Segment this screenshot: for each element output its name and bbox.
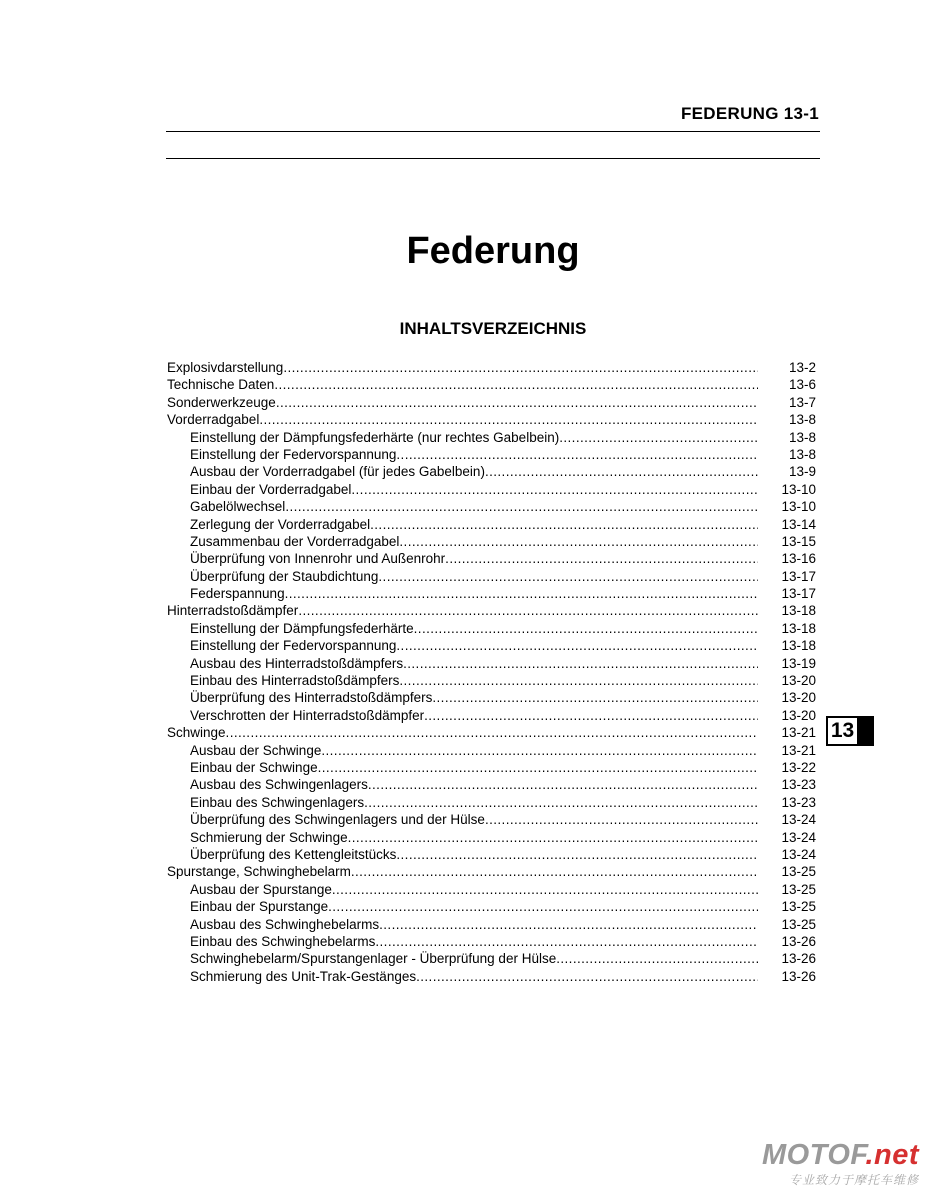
toc-entry-label: Überprüfung des Hinterradstoßdämpfers xyxy=(190,690,433,706)
toc-entry-label: Ausbau des Schwinghebelarms xyxy=(190,916,380,932)
toc-dot-leader xyxy=(379,916,758,933)
toc-dot-leader xyxy=(368,776,758,793)
toc-entry-page: 13-25 xyxy=(781,864,816,880)
watermark-subtitle: 专业致力于摩托车维修 xyxy=(788,1173,919,1187)
watermark-logo-accent: .net xyxy=(865,1139,919,1171)
toc-entry-label: Ausbau der Spurstange xyxy=(190,881,332,897)
toc-entry-page: 13-19 xyxy=(781,655,816,671)
toc-entry[interactable] xyxy=(167,689,816,706)
toc-entry[interactable] xyxy=(167,776,816,793)
toc-entry[interactable] xyxy=(167,933,816,950)
toc-entry-label: Einbau der Schwinge xyxy=(190,759,318,775)
toc-entry-label: Ausbau der Vorderradgabel (für jedes Gabelbein) xyxy=(190,464,485,480)
toc-entry-label: Überprüfung des Kettengleitstücks xyxy=(190,846,397,862)
toc-dot-leader xyxy=(416,968,758,985)
toc-entry[interactable] xyxy=(167,724,816,741)
toc-entry-page: 13-20 xyxy=(781,690,816,706)
toc-entry-page: 13-26 xyxy=(781,968,816,984)
toc-dot-leader xyxy=(424,707,758,724)
toc-dot-leader xyxy=(226,724,758,741)
toc-entry[interactable] xyxy=(167,602,816,619)
toc-dot-leader xyxy=(328,898,758,915)
toc-entry[interactable] xyxy=(167,846,816,863)
chapter-tab-number: 13 xyxy=(828,718,857,744)
toc-dot-leader xyxy=(318,759,758,776)
toc-entry-label: Vorderradgabel xyxy=(167,412,260,428)
toc-entry-label: Gabelölwechsel xyxy=(190,499,286,515)
toc-entry[interactable] xyxy=(167,498,816,515)
toc-entry-page: 13-7 xyxy=(788,394,816,410)
toc-entry-page: 13-24 xyxy=(781,829,816,845)
toc-entry-label: Einstellung der Federvorspannung xyxy=(190,446,397,462)
toc-entry-label: Einbau des Hinterradstoßdämpfers xyxy=(190,673,400,689)
toc-entry-page: 13-14 xyxy=(781,516,816,532)
toc-entry[interactable] xyxy=(167,429,816,446)
toc-entry-page: 13-8 xyxy=(788,412,816,428)
toc-entry[interactable] xyxy=(167,568,816,585)
toc-entry[interactable] xyxy=(167,446,816,463)
toc-dot-leader xyxy=(259,411,758,428)
toc-entry-page: 13-17 xyxy=(781,568,816,584)
toc-dot-leader xyxy=(485,463,758,480)
toc-entry[interactable] xyxy=(167,620,816,637)
toc-entry[interactable] xyxy=(167,376,816,393)
toc-entry[interactable] xyxy=(167,359,816,376)
toc-entry-page: 13-9 xyxy=(788,464,816,480)
header-rule-bottom xyxy=(166,158,820,159)
toc-entry-page: 13-8 xyxy=(788,429,816,445)
table-of-contents xyxy=(167,359,816,985)
toc-entry-page: 13-26 xyxy=(781,951,816,967)
toc-dot-leader xyxy=(285,585,758,602)
toc-entry[interactable] xyxy=(167,481,816,498)
toc-dot-leader xyxy=(348,829,758,846)
toc-dot-leader xyxy=(370,516,758,533)
toc-entry[interactable] xyxy=(167,394,816,411)
toc-entry[interactable] xyxy=(167,916,816,933)
toc-dot-leader xyxy=(351,863,758,880)
toc-entry-label: Ausbau des Schwingenlagers xyxy=(190,777,368,793)
toc-entry[interactable] xyxy=(167,950,816,967)
toc-entry-label: Einstellung der Dämpfungsfederhärte xyxy=(190,620,414,636)
toc-dot-leader xyxy=(274,376,758,393)
toc-entry-page: 13-24 xyxy=(781,812,816,828)
toc-entry-page: 13-8 xyxy=(788,446,816,462)
toc-entry-page: 13-10 xyxy=(781,481,816,497)
toc-entry[interactable] xyxy=(167,968,816,985)
toc-dot-leader xyxy=(485,811,758,828)
toc-dot-leader xyxy=(432,689,758,706)
toc-entry[interactable] xyxy=(167,585,816,602)
toc-entry[interactable] xyxy=(167,516,816,533)
toc-entry[interactable] xyxy=(167,637,816,654)
toc-entry-label: Hinterradstoßdämpfer xyxy=(167,603,299,619)
toc-dot-leader xyxy=(332,881,758,898)
toc-entry-label: Schwinge xyxy=(167,725,226,741)
toc-entry-page: 13-18 xyxy=(781,620,816,636)
toc-entry-label: Schmierung des Unit-Trak-Gestänges xyxy=(190,968,417,984)
toc-entry[interactable] xyxy=(167,881,816,898)
toc-dot-leader xyxy=(396,446,758,463)
toc-entry[interactable] xyxy=(167,829,816,846)
toc-entry-label: Zerlegung der Vorderradgabel xyxy=(190,516,371,532)
toc-entry-label: Überprüfung von Innenrohr und Außenrohr xyxy=(190,551,446,567)
toc-entry-label: Schwinghebelarm/Spurstangenlager - Überprüfung der Hülse xyxy=(190,951,557,967)
toc-dot-leader xyxy=(276,394,758,411)
toc-entry-label: Einbau der Spurstange xyxy=(190,899,329,915)
chapter-tab xyxy=(826,716,874,746)
toc-entry[interactable] xyxy=(167,463,816,480)
toc-dot-leader xyxy=(396,637,758,654)
toc-entry-label: Verschrotten der Hinterradstoßdämpfer xyxy=(190,707,425,723)
toc-entry-page: 13-22 xyxy=(781,759,816,775)
toc-entry-page: 13-21 xyxy=(781,725,816,741)
toc-entry-page: 13-15 xyxy=(781,533,816,549)
toc-entry-label: Einstellung der Federvorspannung xyxy=(190,638,397,654)
toc-entry-label: Einbau des Schwinghebelarms xyxy=(190,933,376,949)
toc-dot-leader xyxy=(403,655,758,672)
toc-entry-page: 13-26 xyxy=(781,933,816,949)
toc-dot-leader xyxy=(556,950,758,967)
toc-entry[interactable] xyxy=(167,759,816,776)
toc-entry-label: Technische Daten xyxy=(167,377,275,393)
toc-entry-page: 13-24 xyxy=(781,846,816,862)
header-rule-top xyxy=(166,131,820,132)
toc-entry-label: Überprüfung der Staubdichtung xyxy=(190,568,379,584)
toc-entry-label: Einstellung der Dämpfungsfederhärte (nur rechtes Gabelbein) xyxy=(190,429,560,445)
toc-dot-leader xyxy=(378,568,758,585)
toc-entry-page: 13-25 xyxy=(781,881,816,897)
toc-entry-label: Spurstange, Schwinghebelarm xyxy=(167,864,351,880)
toc-entry[interactable] xyxy=(167,672,816,689)
toc-dot-leader xyxy=(399,533,758,550)
toc-dot-leader xyxy=(375,933,758,950)
toc-dot-leader xyxy=(321,742,758,759)
toc-entry-label: Sonderwerkzeuge xyxy=(167,394,276,410)
toc-dot-leader xyxy=(559,429,758,446)
toc-dot-leader xyxy=(285,498,758,515)
toc-entry[interactable] xyxy=(167,707,816,724)
watermark-logo-main: MOTOF xyxy=(761,1139,866,1171)
toc-entry[interactable] xyxy=(167,811,816,828)
toc-entry-label: Schmierung der Schwinge xyxy=(190,829,348,845)
toc-entry-label: Zusammenbau der Vorderradgabel xyxy=(190,533,400,549)
toc-entry-page: 13-23 xyxy=(781,777,816,793)
toc-entry-page: 13-25 xyxy=(781,899,816,915)
toc-entry-page: 13-25 xyxy=(781,916,816,932)
toc-entry-label: Überprüfung des Schwingenlagers und der Hülse xyxy=(190,812,485,828)
toc-entry-label: Federspannung xyxy=(190,586,285,602)
toc-entry-page: 13-20 xyxy=(781,707,816,723)
toc-entry[interactable] xyxy=(167,533,816,550)
toc-entry-page: 13-17 xyxy=(781,586,816,602)
toc-dot-leader xyxy=(396,846,758,863)
watermark-logo xyxy=(762,1140,919,1170)
toc-entry-label: Ausbau des Hinterradstoßdämpfers xyxy=(190,655,404,671)
toc-dot-leader xyxy=(351,481,758,498)
toc-dot-leader xyxy=(414,620,758,637)
watermark xyxy=(762,1140,919,1188)
toc-dot-leader xyxy=(445,550,758,567)
toc-entry[interactable] xyxy=(167,655,816,672)
toc-entry-page: 13-10 xyxy=(781,499,816,515)
toc-entry-label: Einbau des Schwingenlagers xyxy=(190,794,365,810)
toc-entry[interactable] xyxy=(167,794,816,811)
toc-entry-page: 13-18 xyxy=(781,638,816,654)
chapter-title: Federung xyxy=(406,230,580,272)
toc-heading: INHALTSVERZEICHNIS xyxy=(399,319,587,338)
toc-entry-label: Einbau der Vorderradgabel xyxy=(190,481,352,497)
toc-dot-leader xyxy=(283,359,758,376)
toc-entry-page: 13-16 xyxy=(781,551,816,567)
toc-dot-leader xyxy=(399,672,758,689)
toc-entry-label: Explosivdarstellung xyxy=(167,360,284,375)
toc-entry[interactable] xyxy=(167,898,816,915)
toc-entry-label: Ausbau der Schwinge xyxy=(190,742,322,758)
toc-entry[interactable] xyxy=(167,863,816,880)
toc-dot-leader xyxy=(298,602,758,619)
toc-entry-page: 13-2 xyxy=(788,360,816,375)
toc-entry-page: 13-18 xyxy=(781,603,816,619)
toc-entry-page: 13-20 xyxy=(781,673,816,689)
toc-entry-page: 13-21 xyxy=(781,742,816,758)
page-header-title: FEDERUNG 13-1 xyxy=(680,104,819,123)
toc-entry[interactable] xyxy=(167,550,816,567)
toc-entry-page: 13-23 xyxy=(781,794,816,810)
toc-dot-leader xyxy=(364,794,758,811)
toc-entry[interactable] xyxy=(167,411,816,428)
toc-entry[interactable] xyxy=(167,742,816,759)
toc-entry-page: 13-6 xyxy=(788,377,816,393)
